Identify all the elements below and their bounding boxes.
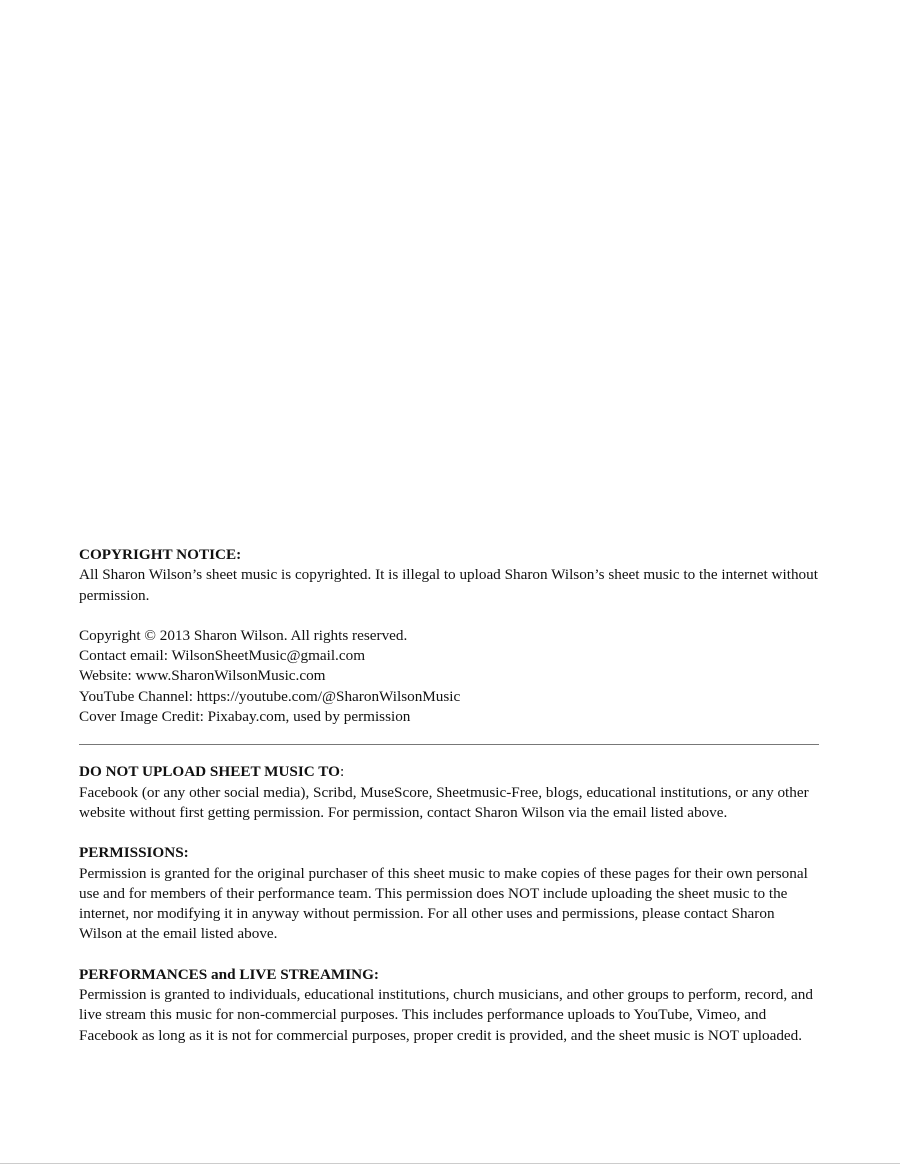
do-not-upload-heading: DO NOT UPLOAD SHEET MUSIC TO: [79, 763, 340, 781]
permissions-section: [79, 843, 819, 944]
copyright-notice-body: All Sharon Wilson’s sheet music is copyrighted. It is illegal to upload Sharon Wilson’s sheet music to the internet without permission.: [79, 566, 818, 604]
contact-email-line: Contact email: WilsonSheetMusic@gmail.com: [79, 647, 366, 665]
website-line: Website: www.SharonWilsonMusic.com: [79, 667, 326, 685]
spacer: [79, 606, 819, 626]
copyright-notice-heading: COPYRIGHT NOTICE:: [79, 546, 242, 563]
performances-section: [79, 965, 819, 1046]
permissions-heading: PERMISSIONS:: [79, 844, 189, 862]
do-not-upload-heading-colon: :: [339, 763, 345, 781]
section-divider: [79, 744, 819, 745]
do-not-upload-body: Facebook (or any other social media), Scribd, MuseScore, Sheetmusic-Free, blogs, educational institutions, or any other website without first getting permission. For permission, contact Sharon Wilson via the email listed above.: [79, 783, 809, 821]
copyright-page-content: [79, 545, 819, 1046]
do-not-upload-section: [79, 762, 819, 823]
performances-body: Permission is granted to individuals, educational institutions, church musicians, and other groups to perform, record, and live stream this music for non-commercial purposes. This includes performance uploads to YouTube, Vimeo, and Facebook as long as it is not for commercial purposes, proper credit is provided, and the sheet music is NOT uploaded.: [79, 986, 813, 1044]
copyright-notice-section: [79, 545, 819, 606]
performances-heading: PERFORMANCES and LIVE STREAMING:: [79, 965, 379, 983]
spacer: [79, 823, 819, 843]
spacer: [79, 945, 819, 965]
permissions-body: Permission is granted for the original purchaser of this sheet music to make copies of these pages for their own personal use and for members of their performance team. This permission does NOT include uploading the sheet music to the internet, nor modifying it in anyway without permission. For all other uses and permissions, please contact Sharon Wilson at the email listed above.: [79, 864, 808, 943]
do-not-upload-heading-row: [79, 762, 819, 782]
youtube-channel-line: YouTube Channel: https://youtube.com/@SharonWilsonMusic: [79, 687, 461, 705]
contact-section: [79, 626, 819, 727]
cover-image-credit-line: Cover Image Credit: Pixabay.com, used by permission: [79, 708, 411, 726]
copyright-line: Copyright © 2013 Sharon Wilson. All rights reserved.: [79, 626, 408, 644]
